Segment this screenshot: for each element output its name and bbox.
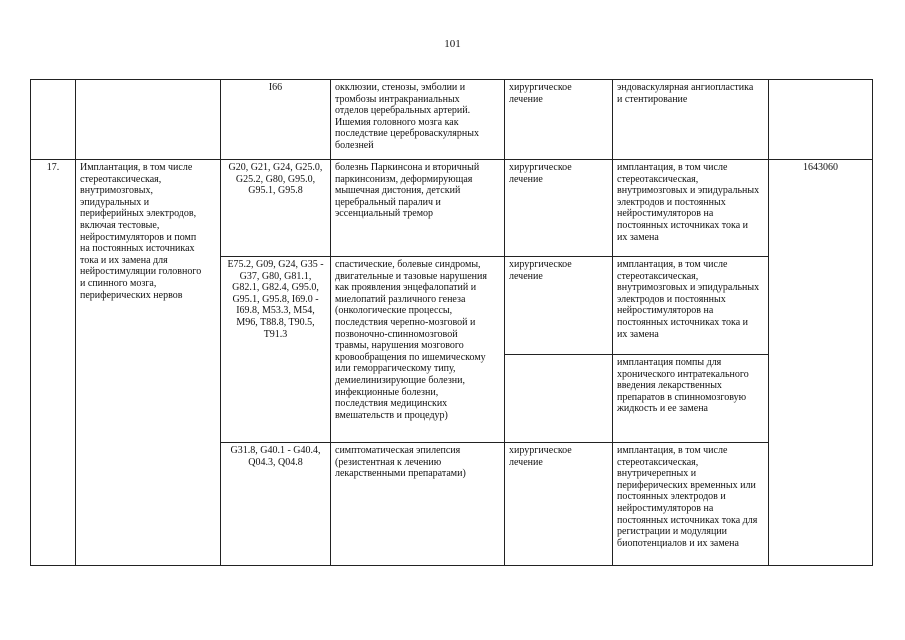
cell-care-type-name: Имплантация, в том числе стереотаксическая, внутримозговых, эпидуральных и периферийных электродов, включая тестовые, нейростимуляторов и помп на постоянных источниках тока и их замена для нейростимуляции головного и спинного мозга, периферических нервов [76,160,221,566]
cell-model: болезнь Паркинсона и вторичный паркинсонизм, деформирующая мышечная дистония, детский церебральный паралич и эссенциальный тремор [331,160,505,257]
table-row-continued [31,80,873,160]
cell-model: спастические, болевые синдромы, двигательные и тазовые нарушения как проявления энцефалопатий и миелопатий различного генеза (онкологические процессы, последствия черепно-мозговой и позвоночно-спинномозговой травмы, нарушения мозгового кровообращения по ишемическому или геморрагическому типу, демиелинизирующие болезни, инфекционные болезни, последствия медицинских вмешательств и процедур) [331,257,505,443]
cell-treatment: хирургическое лечение [505,443,613,566]
cell-treatment: хирургическое лечение [505,160,613,257]
cell-treatment: хирургическое лечение [505,257,613,355]
cell-method: имплантация, в том числе стереотаксическая, внутричерепных и периферических временных или постоянных электродов и нейростимуляторов на постоянных источниках тока для регистрации и модуляции биопотенциалов и их замена [613,443,769,566]
cell-treatment-empty [505,355,613,443]
cell-number-empty [31,80,76,160]
cell-row-number: 17. [31,160,76,566]
cell-treatment: хирургическое лечение [505,80,613,160]
cell-codes: G20, G21, G24, G25.0, G25.2, G80, G95.0, G95.1, G95.8 [221,160,331,257]
cell-cost-empty [769,80,873,160]
cell-method: имплантация помпы для хронического интратекального введения лекарственных препаратов в спинномозговую жидкость и ее замена [613,355,769,443]
cell-name-empty [76,80,221,160]
cell-cost: 1643060 [769,160,873,566]
cell-codes: G31.8, G40.1 - G40.4, Q04.3, Q04.8 [221,443,331,566]
cell-model: симптоматическая эпилепсия (резистентная к лечению лекарственными препаратами) [331,443,505,566]
cell-method: эндоваскулярная ангиопластика и стентирование [613,80,769,160]
cell-codes: I66 [221,80,331,160]
page-number: 101 [444,38,461,50]
table-row-17-sub-1 [31,160,873,257]
cell-method: имплантация, в том числе стереотаксическая, внутримозговых и эпидуральных электродов и постоянных нейростимуляторов на постоянных источниках тока и их замена [613,257,769,355]
cell-method: имплантация, в том числе стереотаксическая, внутримозговых и эпидуральных электродов и постоянных нейростимуляторов на постоянных источниках тока и их замена [613,160,769,257]
cell-model: окклюзии, стенозы, эмболии и тромбозы интракраниальных отделов церебральных артерий. Ишемия головного мозга как последствие цереброваскулярных болезней [331,80,505,160]
medical-care-table [30,79,873,566]
cell-codes: E75.2, G09, G24, G35 - G37, G80, G81.1, G82.1, G82.4, G95.0, G95.1, G95.8, I69.0 - I69.8, M53.3, M54, M96, T88.8, T90.5, T91.3 [221,257,331,443]
